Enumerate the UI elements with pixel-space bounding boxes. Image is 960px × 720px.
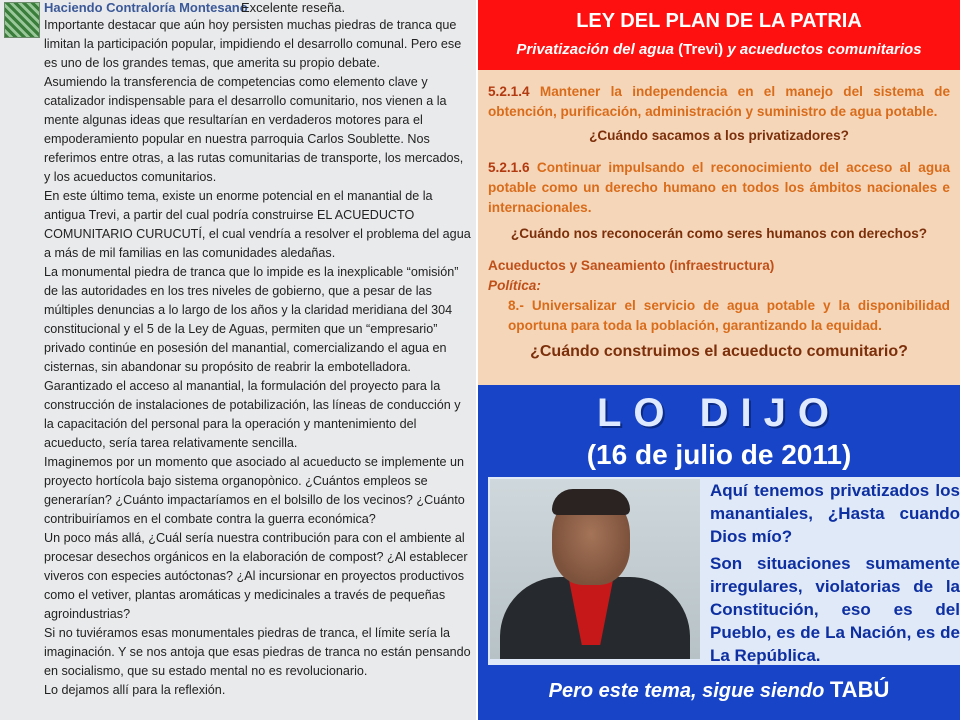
quote-text — [710, 479, 960, 667]
law-item-1 — [488, 82, 950, 122]
post-first-line: Excelente reseña. — [241, 0, 346, 15]
law-subtitle-part-b: (Trevi) — [678, 41, 724, 58]
law-item-2 — [488, 158, 950, 218]
law-item-2-code: 5.2.1.6 — [488, 160, 530, 175]
post-paragraph-9: Lo dejamos allí para la reflexión. — [44, 683, 226, 697]
quote-heading: LO DIJO — [596, 391, 842, 435]
law-question-2: ¿Cuándo nos reconocerán como seres humanos con derechos? — [510, 226, 928, 241]
author-avatar[interactable] — [4, 2, 40, 38]
post-paragraph-4: La monumental piedra de tranca que lo impide es la inexplicable “omisión” de las autoridades en los tres niveles de gobierno, que a pesar de las múltiples denuncias a lo largo de los años y la claridad meridiana del 304 constitucional y el 5 de la Ley de Aguas, permiten que un “empresario” privado continúe en posesión del manantial, comercializando el agua en cisternas, sin abandonar su propósito de reabrir la embotelladora. — [44, 265, 459, 374]
post-paragraph-2: Asumiendo la transferencia de competencias como elemento clave y catalizador indispensable para el desarrollo comunitario, nos vienen a la mente algunas ideas que resultarían en verdaderos motores para el empoderamiento popular en nuestra parroquia Carlos Soublette. Nos referimos entre otras, a las rutas comunitarias de transporte, los mercados, y los acueductos comunitarios. — [44, 75, 464, 184]
law-section-title: Acueductos y Saneamiento (infraestructura) — [488, 258, 775, 273]
post-paragraph-1: Importante destacar que aún hoy persisten muchas piedras de tranca que limitan la participación popular, impidiendo el desarrollo comunal. Pero ese es uno de los grandes temas, que amerita su propio debate. — [44, 18, 462, 70]
post-body — [44, 16, 472, 700]
quote-text-2: Son situaciones sumamente irregulares, violatorias de la Constitución, eso es del Pueblo, es de La Nación, es de La República. — [710, 554, 960, 665]
law-panel — [478, 0, 960, 385]
law-header — [478, 0, 960, 70]
post-author-link[interactable]: Haciendo Contraloría Montesano — [44, 0, 248, 15]
speaker-photo — [490, 479, 700, 659]
law-item-2-text: Continuar impulsando el reconocimiento del acceso al agua potable como un derecho humano en todos los ámbitos nacionales e internacionales. — [488, 160, 950, 215]
post-paragraph-6: Imaginemos por un momento que asociado al acueducto se implemente un proyecto hortícola bajo sistema organopònico. ¿Cuántos empleos se generarían? ¿Cuánto impactaríamos en el bolsillo de los vecinos? ¿Cuánto contribuiríamos en el combate contra la guerra económica? — [44, 455, 465, 526]
post-paragraph-7: Un poco más allá, ¿Cuál sería nuestra contribución para con el ambiente al procesar desechos orgánicos en la elaboración de compost? ¿Al establecer viveros con especies autóctonas? ¿Al incursionar en proyectos productivos como el vetiver, plantas aromáticas y medicinales a través de pequeñas agroindustrias? — [44, 531, 468, 621]
law-title: LEY DEL PLAN DE LA PATRIA — [576, 10, 862, 32]
post-paragraph-8: Si no tuviéramos esas monumentales piedras de tranca, el límite sería la imaginación. Y se nos antoja que esas piedras de tranca no están pensando en socialismo, que su estado mental no es revolucionario. — [44, 626, 471, 678]
quote-footer — [478, 677, 960, 703]
law-item-1-text: Mantener la independencia en el manejo del sistema de obtención, purificación, administración y suministro de agua potable. — [488, 84, 951, 119]
law-item-1-code: 5.2.1.4 — [488, 84, 530, 99]
quote-footer-emphasis: TABÚ — [829, 677, 890, 702]
quote-box — [488, 477, 960, 665]
post-paragraph-5: Garantizado el acceso al manantial, la formulación del proyecto para la construcción de instalaciones de potabilización, las líneas de conducción y la capacitación del personal para la operación y mantenimiento del acueducto, sería tarea relativamente sencilla. — [44, 379, 461, 450]
photo-hair — [552, 489, 630, 515]
law-policy-text: 8.- Universalizar el servicio de agua potable y la disponibilidad oportuna para toda la población, garantizando la equidad. — [508, 298, 950, 333]
quote-footer-text: Pero este tema, sigue siendo — [548, 680, 825, 702]
quote-text-1: Aquí tenemos privatizados los manantiales, ¿Hasta cuando Dios mío? — [710, 481, 960, 546]
law-policy-label: Política: — [488, 278, 541, 293]
quote-date: (16 de julio de 2011) — [586, 439, 852, 470]
law-subtitle-part-c: y acueductos comunitarios — [727, 41, 922, 58]
post-paragraph-3: En este último tema, existe un enorme potencial en el manantial de la antigua Trevi, a partir del cual podría construirse EL ACUEDUCTO COMUNITARIO CURUCUTÍ, el cual vendría a resolver el problema del agua a más de mil familias en las comunidades aledañas. — [44, 189, 471, 260]
law-content — [488, 82, 950, 362]
law-question-1: ¿Cuándo sacamos a los privatizadores? — [589, 128, 849, 143]
facebook-post — [0, 0, 476, 720]
law-question-3: ¿Cuándo construimos el acueducto comunitario? — [530, 343, 908, 360]
law-subtitle — [478, 41, 960, 59]
law-subtitle-part-a: Privatización del agua — [516, 41, 674, 58]
quote-panel — [478, 385, 960, 720]
